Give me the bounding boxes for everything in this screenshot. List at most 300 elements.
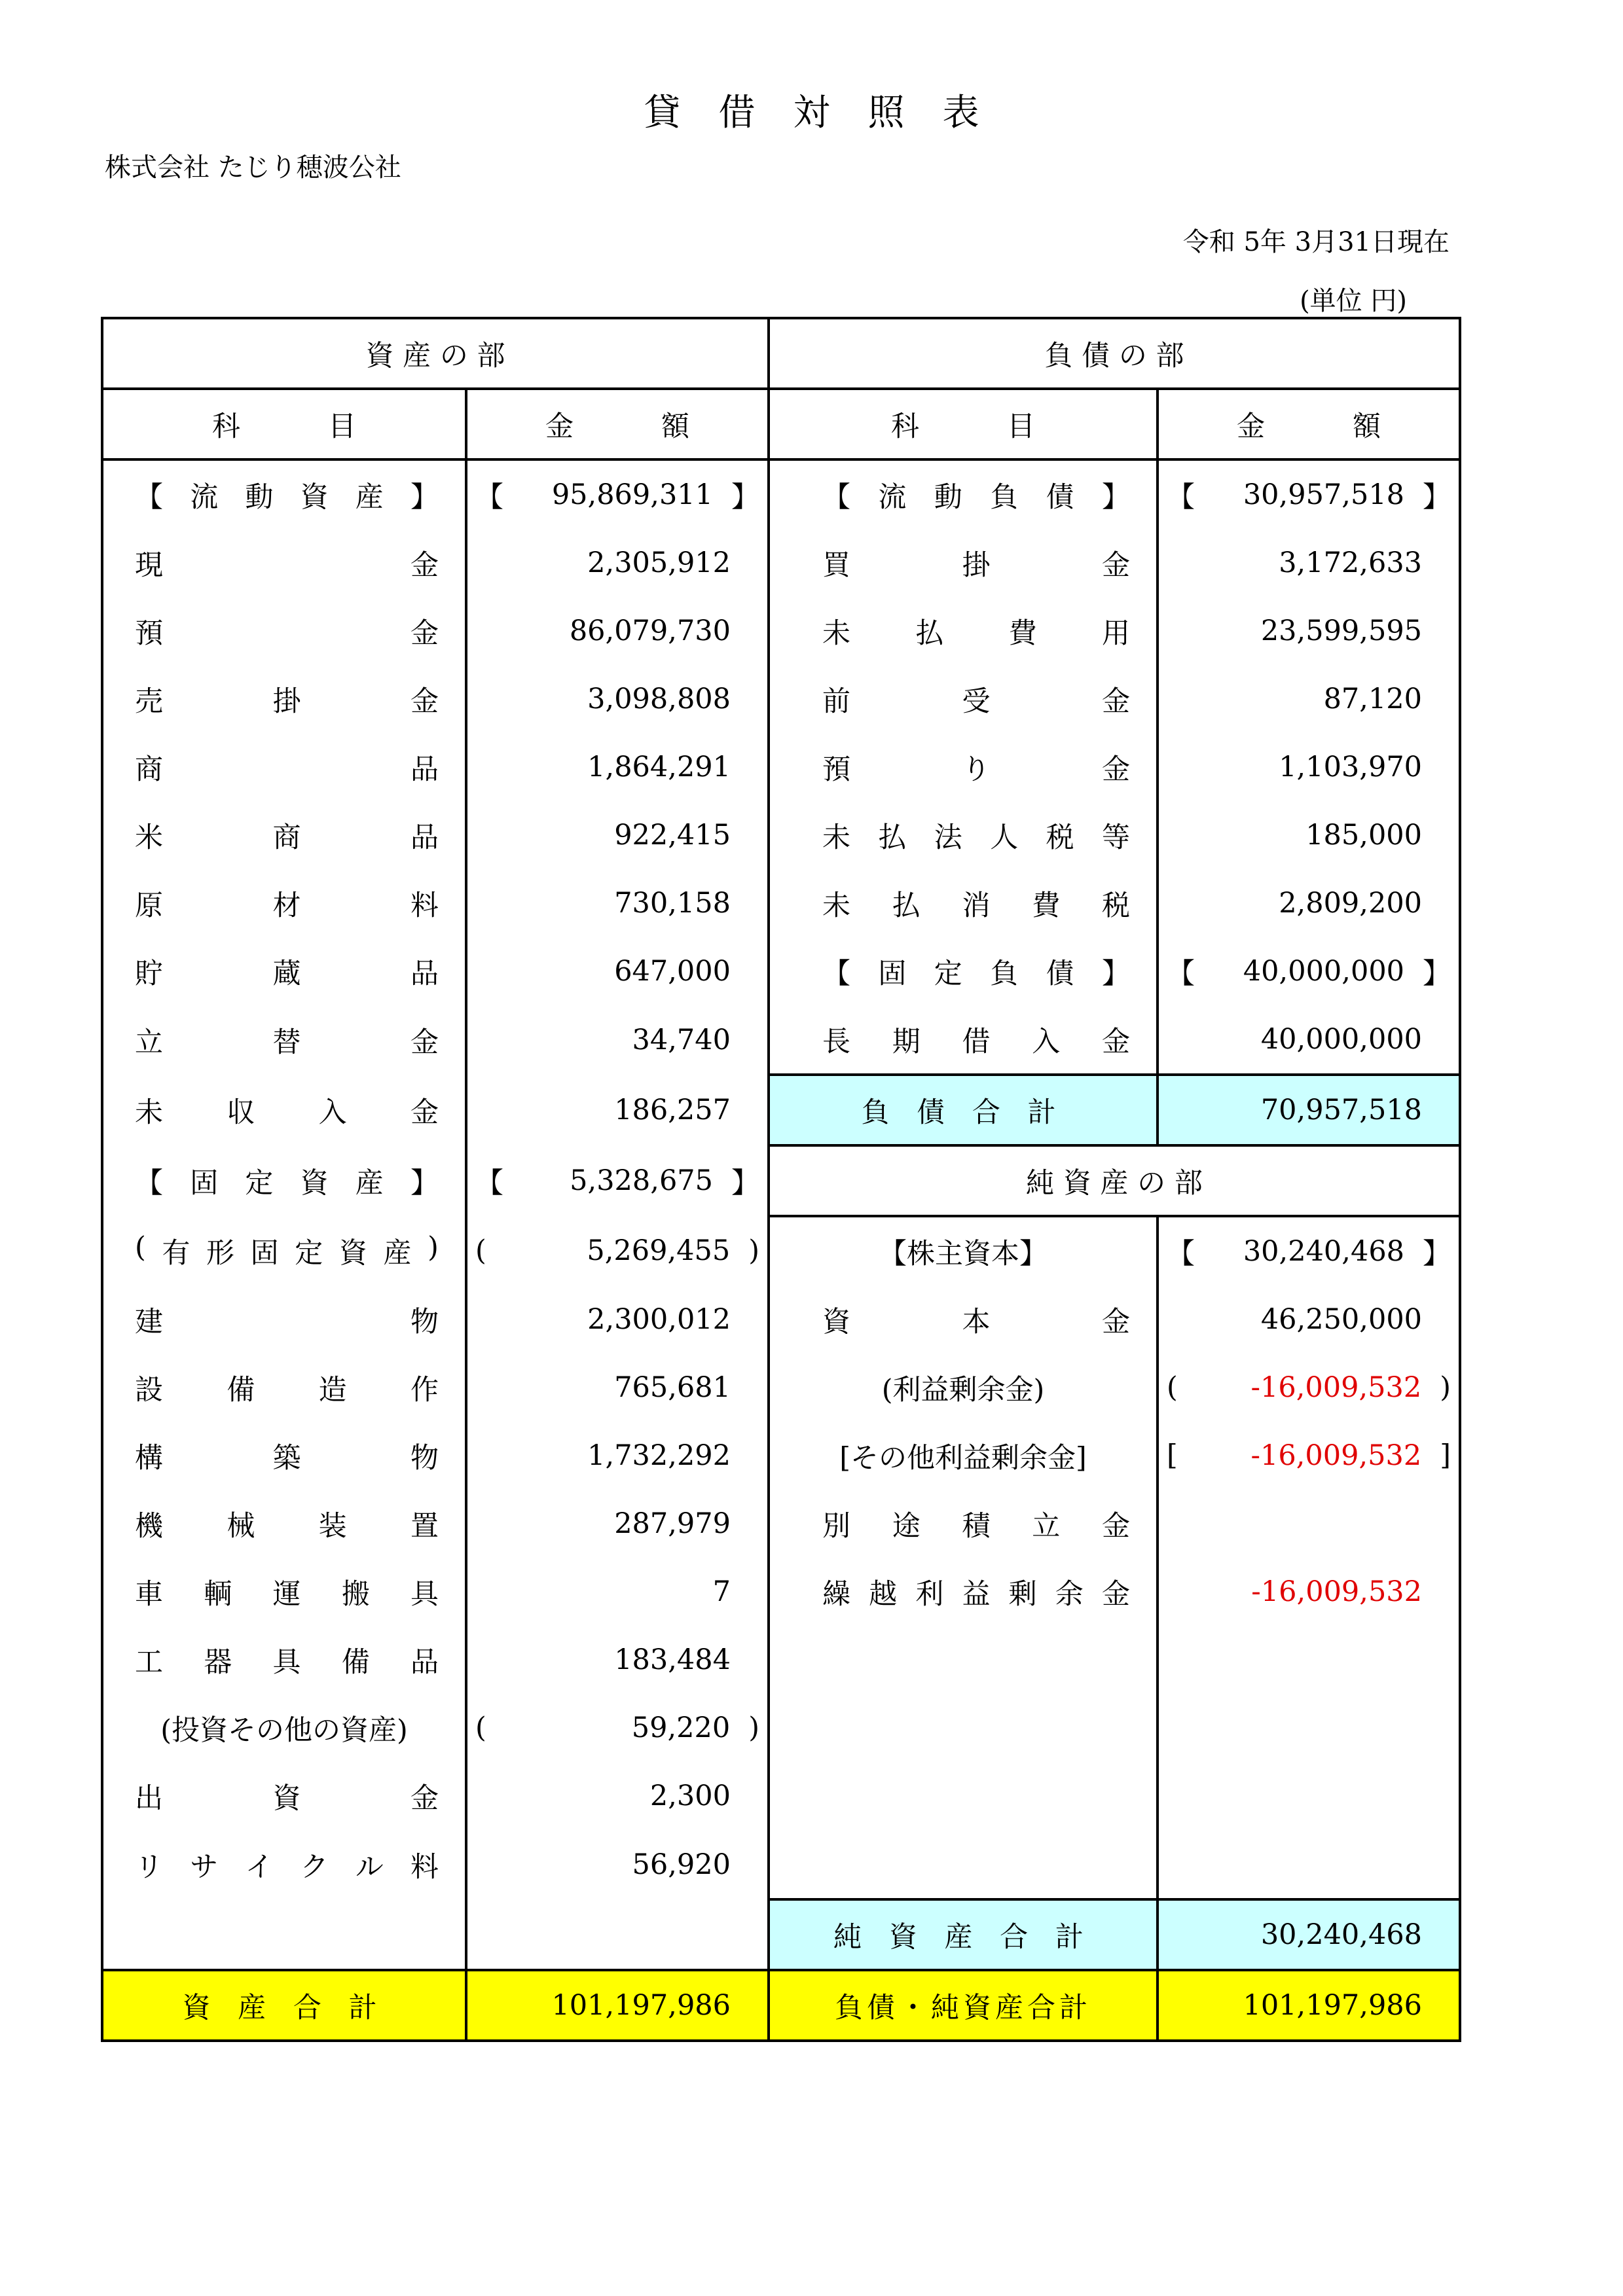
liability-subject-label	[770, 611, 1156, 651]
header-char: 科	[212, 410, 240, 443]
subject-char: 人	[990, 821, 1019, 854]
liability-subject-cell	[769, 1422, 1158, 1490]
asset-subject-label	[103, 611, 465, 651]
header-char: 科	[891, 410, 920, 443]
header-char: 目	[328, 410, 356, 443]
subject-char: 金	[1101, 1577, 1130, 1611]
table-subheader-row	[102, 389, 1460, 459]
asset-amount-cell	[466, 1762, 769, 1830]
asset-amount-cell	[466, 1354, 769, 1422]
table-row	[102, 1285, 1460, 1354]
liability-subject-cell	[769, 937, 1158, 1005]
asset-subject-cell	[102, 1626, 466, 1694]
table-row	[102, 529, 1460, 597]
asset-amount	[467, 475, 767, 515]
asset-subject-label	[103, 679, 465, 719]
liability-amount-cell	[1158, 1558, 1460, 1626]
subject-char: 立	[135, 1026, 163, 1059]
close-bracket: )	[748, 1234, 760, 1267]
subject-char: 定	[934, 957, 962, 990]
subject-char: 金	[1102, 548, 1131, 582]
subject-char: 産	[383, 1236, 412, 1270]
liability-subject-cell	[769, 1285, 1158, 1354]
asset-amount	[467, 1712, 767, 1744]
assets-total-label: 資 産 合 計	[102, 1970, 466, 2041]
subject-char: )	[428, 1230, 439, 1264]
liability-subject-label: 【株主資本】	[879, 1237, 1048, 1270]
subtotal-label: 純 資 産 合 計	[769, 1899, 1158, 1970]
subject-char: 途	[892, 1509, 921, 1543]
subject-char: 等	[1101, 821, 1130, 854]
subject-char: 入	[318, 1096, 347, 1129]
subject-char: 造	[318, 1373, 347, 1407]
blank-cell	[769, 1626, 1158, 1694]
liability-amount	[1159, 1371, 1459, 1404]
document-title: 貸借対照表	[644, 92, 1017, 134]
subject-char: 未	[135, 1096, 163, 1129]
table-row	[102, 1694, 1460, 1762]
liability-subject-cell	[769, 1216, 1158, 1285]
amount-value: 86,079,730	[569, 615, 731, 647]
amount-value: 5,328,675	[570, 1164, 714, 1197]
amount-value: -16,009,532	[1250, 1439, 1422, 1472]
subject-char: 債	[1046, 480, 1074, 514]
liability-amount	[1159, 1439, 1459, 1472]
asset-subject-label	[103, 475, 465, 515]
amount-value: 183,484	[614, 1643, 731, 1676]
liability-subject-label: [その他利益剰余金]	[839, 1441, 1087, 1475]
subject-char: 流	[878, 480, 907, 514]
close-bracket: ]	[1440, 1439, 1451, 1472]
amount-value: 2,300,012	[587, 1303, 731, 1336]
asset-subject-cell	[102, 733, 466, 801]
liability-subject-header	[769, 389, 1158, 459]
amount-value: 87,120	[1323, 683, 1423, 715]
asset-amount	[467, 1575, 767, 1608]
table-header-row	[102, 318, 1460, 389]
asset-subject-cell	[102, 665, 466, 733]
liability-subject-label	[770, 816, 1156, 855]
asset-subject-label	[103, 1090, 465, 1130]
asset-amount	[467, 1439, 767, 1472]
subject-char: 備	[227, 1373, 255, 1407]
open-bracket: [	[1167, 1439, 1178, 1472]
subtotal-amount	[1158, 1899, 1460, 1970]
close-bracket: 】	[731, 1166, 760, 1200]
liability-amount-cell	[1158, 801, 1460, 869]
subject-char: 前	[822, 685, 851, 718]
table-row	[102, 869, 1460, 937]
liability-amount	[1159, 952, 1459, 992]
asset-subject-label	[103, 1572, 465, 1612]
subject-char: イ	[245, 1850, 274, 1884]
asset-amount	[467, 887, 767, 920]
open-bracket: 【	[475, 1166, 503, 1200]
subject-char: 車	[135, 1577, 163, 1611]
liability-subject-label	[770, 952, 1156, 992]
amount-value: 3,172,633	[1279, 547, 1423, 579]
subject-char: 未	[822, 617, 851, 650]
subject-char: 貯	[135, 957, 163, 990]
asset-amount	[467, 1094, 767, 1126]
subject-char: 預	[135, 617, 163, 650]
subject-char: 料	[410, 889, 439, 922]
liability-amount	[1159, 751, 1459, 783]
asset-amount-cell	[466, 1694, 769, 1762]
asset-amount-cell	[466, 1285, 769, 1354]
asset-amount	[467, 1507, 767, 1540]
subject-char: 金	[410, 548, 439, 582]
header-char: 金	[1237, 410, 1266, 443]
liability-subject-label	[770, 1572, 1156, 1612]
liability-subject-cell	[769, 1354, 1158, 1422]
subject-char: 買	[822, 548, 851, 582]
subject-char: 輌	[204, 1577, 232, 1611]
subject-char: 未	[822, 821, 851, 854]
subject-char: 動	[245, 480, 274, 514]
asset-amount	[467, 683, 767, 715]
subject-char: 受	[962, 685, 991, 718]
asset-amount-cell	[466, 459, 769, 529]
subject-char: 金	[1102, 1305, 1131, 1338]
asset-subject-cell	[102, 1694, 466, 1762]
asset-subject-label	[103, 1300, 465, 1340]
subject-char: 金	[410, 1782, 439, 1815]
asset-subject-cell	[102, 937, 466, 1005]
amount-value: 34,740	[632, 1024, 731, 1056]
liability-amount-header	[1158, 389, 1460, 459]
subject-char: 資	[300, 480, 329, 514]
table-row	[102, 1558, 1460, 1626]
subject-char: 本	[962, 1305, 991, 1338]
balance-sheet-table	[101, 317, 1461, 2042]
subject-char: 具	[410, 1577, 439, 1611]
amount-value: -16,009,532	[1251, 1575, 1423, 1608]
liability-amount	[1159, 1575, 1459, 1608]
open-bracket: (	[1167, 1371, 1178, 1404]
assets-total-value	[467, 1989, 767, 2022]
subject-char: 掛	[962, 548, 991, 582]
asset-subject-label	[103, 952, 465, 992]
subject-char: 費	[1032, 889, 1061, 922]
subject-char: 法	[934, 821, 962, 854]
subtotal-amount-value	[1159, 1094, 1459, 1126]
asset-amount-cell	[466, 937, 769, 1005]
amount-value: 23,599,595	[1260, 615, 1423, 647]
subject-char: 運	[272, 1577, 301, 1611]
amount-value: 1,864,291	[587, 751, 731, 783]
amount-value: 59,220	[631, 1712, 731, 1744]
asset-subject-label	[103, 1020, 465, 1060]
subject-char: 固	[878, 957, 907, 990]
asset-amount	[467, 1161, 767, 1201]
subject-char: 【	[135, 480, 163, 514]
subject-char: 定	[245, 1166, 274, 1200]
liability-subject-cell	[769, 665, 1158, 733]
subject-char: 債	[1046, 957, 1074, 990]
subject-char: 【	[822, 480, 851, 514]
asset-subject-cell	[102, 597, 466, 665]
blank-cell	[769, 1694, 1158, 1762]
asset-subject-cell	[102, 801, 466, 869]
asset-amount-cell	[466, 1005, 769, 1075]
subject-char: 現	[135, 548, 163, 582]
asset-subject-label	[103, 543, 465, 583]
liability-amount	[1159, 1023, 1459, 1056]
subject-char: 金	[1102, 1509, 1131, 1543]
subject-char: 蔵	[272, 957, 301, 990]
table-row	[102, 801, 1460, 869]
open-bracket: 【	[475, 480, 503, 514]
asset-amount-header-text	[545, 404, 689, 444]
grand-total-value	[1159, 1989, 1459, 2022]
close-bracket: 】	[1423, 1237, 1451, 1270]
amount-value: 101,197,986	[1243, 1989, 1423, 2022]
subject-char: 流	[190, 480, 219, 514]
subject-char: 定	[295, 1236, 323, 1270]
liability-subject-cell	[769, 869, 1158, 937]
liability-subject-label	[770, 1300, 1156, 1340]
asset-subject-label	[103, 1640, 465, 1680]
asset-subject-label	[103, 1161, 465, 1201]
amount-value: 765,681	[614, 1371, 731, 1404]
liability-amount-cell	[1158, 1216, 1460, 1285]
asset-subject-cell	[102, 1216, 466, 1285]
liability-amount-cell	[1158, 1005, 1460, 1075]
subject-char: 建	[135, 1305, 163, 1338]
amount-value: 70,957,518	[1260, 1094, 1423, 1126]
subject-char: 出	[135, 1782, 163, 1815]
subject-char: 金	[1102, 753, 1131, 786]
table-row	[102, 1490, 1460, 1558]
liability-subject-cell	[769, 1490, 1158, 1558]
liability-amount-cell	[1158, 1422, 1460, 1490]
asset-amount	[467, 1024, 767, 1056]
asset-amount	[467, 955, 767, 988]
subject-char: 米	[135, 821, 163, 854]
subject-char: 商	[272, 821, 301, 854]
liability-subject-cell	[769, 1558, 1158, 1626]
asset-subject-cell	[102, 1558, 466, 1626]
subject-char: 入	[1032, 1025, 1061, 1058]
subtotal-amount	[1158, 1075, 1460, 1145]
table-row	[102, 1354, 1460, 1422]
subject-char: 金	[410, 1096, 439, 1129]
subject-char: 設	[135, 1373, 163, 1407]
subject-char: 装	[318, 1509, 347, 1543]
subject-char: 置	[410, 1509, 439, 1543]
liability-amount	[1159, 547, 1459, 579]
subject-char: 器	[204, 1645, 232, 1679]
close-bracket: )	[748, 1712, 760, 1744]
asset-subject-header	[102, 389, 466, 459]
subject-char: り	[962, 753, 991, 786]
asset-amount	[467, 1780, 767, 1812]
asset-amount-cell	[466, 869, 769, 937]
assets-total-amount	[466, 1970, 769, 2041]
liability-amount	[1159, 819, 1459, 852]
liability-amount-cell	[1158, 937, 1460, 1005]
asset-amount-cell	[466, 1490, 769, 1558]
net-assets-section-header: 純 資 産 の 部	[769, 1145, 1460, 1216]
grand-total-row	[102, 1970, 1460, 2041]
subject-char: ク	[300, 1850, 329, 1884]
amount-value: 101,197,986	[551, 1989, 731, 2022]
subject-char: 金	[410, 685, 439, 718]
liability-subject-cell	[769, 597, 1158, 665]
subject-char: 品	[410, 1645, 439, 1679]
subject-char: 期	[892, 1025, 921, 1058]
blank-cell	[1158, 1694, 1460, 1762]
asset-subject-cell	[102, 869, 466, 937]
liability-amount-cell	[1158, 1285, 1460, 1354]
amount-value: 185,000	[1305, 819, 1423, 852]
asset-amount-cell	[466, 733, 769, 801]
subject-char: 物	[410, 1305, 439, 1338]
asset-amount	[467, 1643, 767, 1676]
liability-amount	[1159, 615, 1459, 647]
liability-subject-cell	[769, 529, 1158, 597]
liability-subject-label	[770, 747, 1156, 787]
subject-char: 金	[410, 1026, 439, 1059]
blank-cell	[1158, 1626, 1460, 1694]
subject-char: 資	[822, 1305, 851, 1338]
subject-char: 】	[410, 480, 439, 514]
asset-subject-label	[103, 884, 465, 924]
table-row	[102, 597, 1460, 665]
asset-subject-cell	[102, 529, 466, 597]
subject-char: 】	[1101, 480, 1130, 514]
asset-subject-label	[103, 747, 465, 787]
subject-char: 形	[206, 1236, 235, 1270]
asset-subject-label	[103, 816, 465, 855]
amount-value: 30,957,518	[1243, 478, 1405, 511]
subject-char: 有	[162, 1236, 191, 1270]
subject-char: 掛	[272, 685, 301, 718]
subject-char: 資	[300, 1166, 329, 1200]
subject-char: 預	[822, 753, 851, 786]
subject-char: 利	[915, 1577, 944, 1611]
subject-char: 機	[135, 1509, 163, 1543]
subject-char: 金	[1102, 685, 1131, 718]
amount-value: 922,415	[614, 819, 731, 852]
subject-char: 替	[272, 1026, 301, 1059]
liability-subject-label	[770, 543, 1156, 583]
header-char: 額	[661, 410, 689, 443]
liability-amount	[1159, 683, 1459, 715]
amount-value: 30,240,468	[1260, 1918, 1423, 1951]
table-row	[102, 1422, 1460, 1490]
table-row	[102, 937, 1460, 1005]
asset-subject-cell	[102, 1830, 466, 1899]
subject-char: 物	[410, 1441, 439, 1475]
blank-cell	[769, 1762, 1158, 1830]
header-char: 金	[545, 410, 574, 443]
table-row	[102, 1830, 1460, 1899]
subject-char: 用	[1102, 617, 1130, 650]
liability-subject-label	[770, 1020, 1156, 1060]
open-bracket: (	[475, 1712, 486, 1744]
asset-subject-cell	[102, 1422, 466, 1490]
subject-char: 金	[410, 617, 439, 650]
asset-subject-cell	[102, 1490, 466, 1558]
amount-value: 40,000,000	[1260, 1023, 1423, 1056]
asset-amount-cell	[466, 1422, 769, 1490]
liability-amount-cell	[1158, 733, 1460, 801]
asset-amount-cell	[466, 801, 769, 869]
subject-char: 料	[410, 1850, 439, 1884]
asset-amount	[467, 1371, 767, 1404]
assets-section-header: 資 産 の 部	[102, 318, 769, 389]
subject-char: 構	[135, 1441, 163, 1475]
subject-char: 払	[892, 889, 921, 922]
subject-char: 【	[822, 957, 851, 990]
table-row	[102, 1762, 1460, 1830]
unit-label: (単位 円)	[1300, 286, 1407, 316]
amount-value: 7	[712, 1575, 731, 1608]
liability-amount-cell	[1158, 597, 1460, 665]
amount-value: 56,920	[632, 1848, 731, 1881]
subject-char: 品	[410, 821, 439, 854]
asset-subject-cell	[102, 459, 466, 529]
liability-subject-label	[770, 884, 1156, 924]
subject-char: 搬	[341, 1577, 370, 1611]
asset-subject-cell	[102, 1285, 466, 1354]
asset-subject-cell	[102, 1075, 466, 1145]
blank-cell	[1158, 1762, 1460, 1830]
subject-char: 【	[135, 1166, 163, 1200]
asset-amount-cell	[466, 1216, 769, 1285]
asset-subject-label: (投資その他の資産)	[160, 1713, 408, 1747]
amount-value: 730,158	[614, 887, 731, 920]
subject-char: 税	[1046, 821, 1074, 854]
asset-amount-cell	[466, 1899, 769, 1970]
liability-amount-cell	[1158, 1354, 1460, 1422]
asset-amount-header	[466, 389, 769, 459]
grand-total-label: 負債・純資産合計	[769, 1970, 1158, 2041]
subject-char: 収	[227, 1096, 255, 1129]
subject-char: 費	[1008, 617, 1037, 650]
liability-amount-header-text	[1237, 404, 1381, 444]
table-row	[102, 1216, 1460, 1285]
liability-amount-cell	[1158, 459, 1460, 529]
asset-amount-cell	[466, 1626, 769, 1694]
open-bracket: 【	[1167, 480, 1195, 514]
asset-amount-cell	[466, 1830, 769, 1899]
subject-char: 消	[962, 889, 991, 922]
subject-char: 工	[135, 1645, 163, 1679]
subject-char: (	[135, 1230, 146, 1264]
liability-amount	[1159, 475, 1459, 515]
amount-value: 1,732,292	[587, 1439, 731, 1472]
liability-subject-label	[770, 475, 1156, 515]
asset-amount-cell	[466, 597, 769, 665]
amount-value: 46,250,000	[1260, 1303, 1423, 1336]
subject-char: リ	[135, 1850, 163, 1884]
subject-char: 資	[338, 1236, 367, 1270]
liability-amount	[1159, 887, 1459, 920]
subject-char: 械	[227, 1509, 255, 1543]
subject-char: 品	[410, 753, 439, 786]
subject-char: 払	[915, 617, 944, 650]
subject-char: 固	[250, 1236, 279, 1270]
grand-total-amount	[1158, 1970, 1460, 2041]
subject-char: 余	[1055, 1577, 1084, 1611]
subject-char: 具	[272, 1645, 301, 1679]
amount-value: 95,869,311	[551, 478, 714, 511]
liability-amount-cell	[1158, 665, 1460, 733]
liability-subject-cell	[769, 733, 1158, 801]
